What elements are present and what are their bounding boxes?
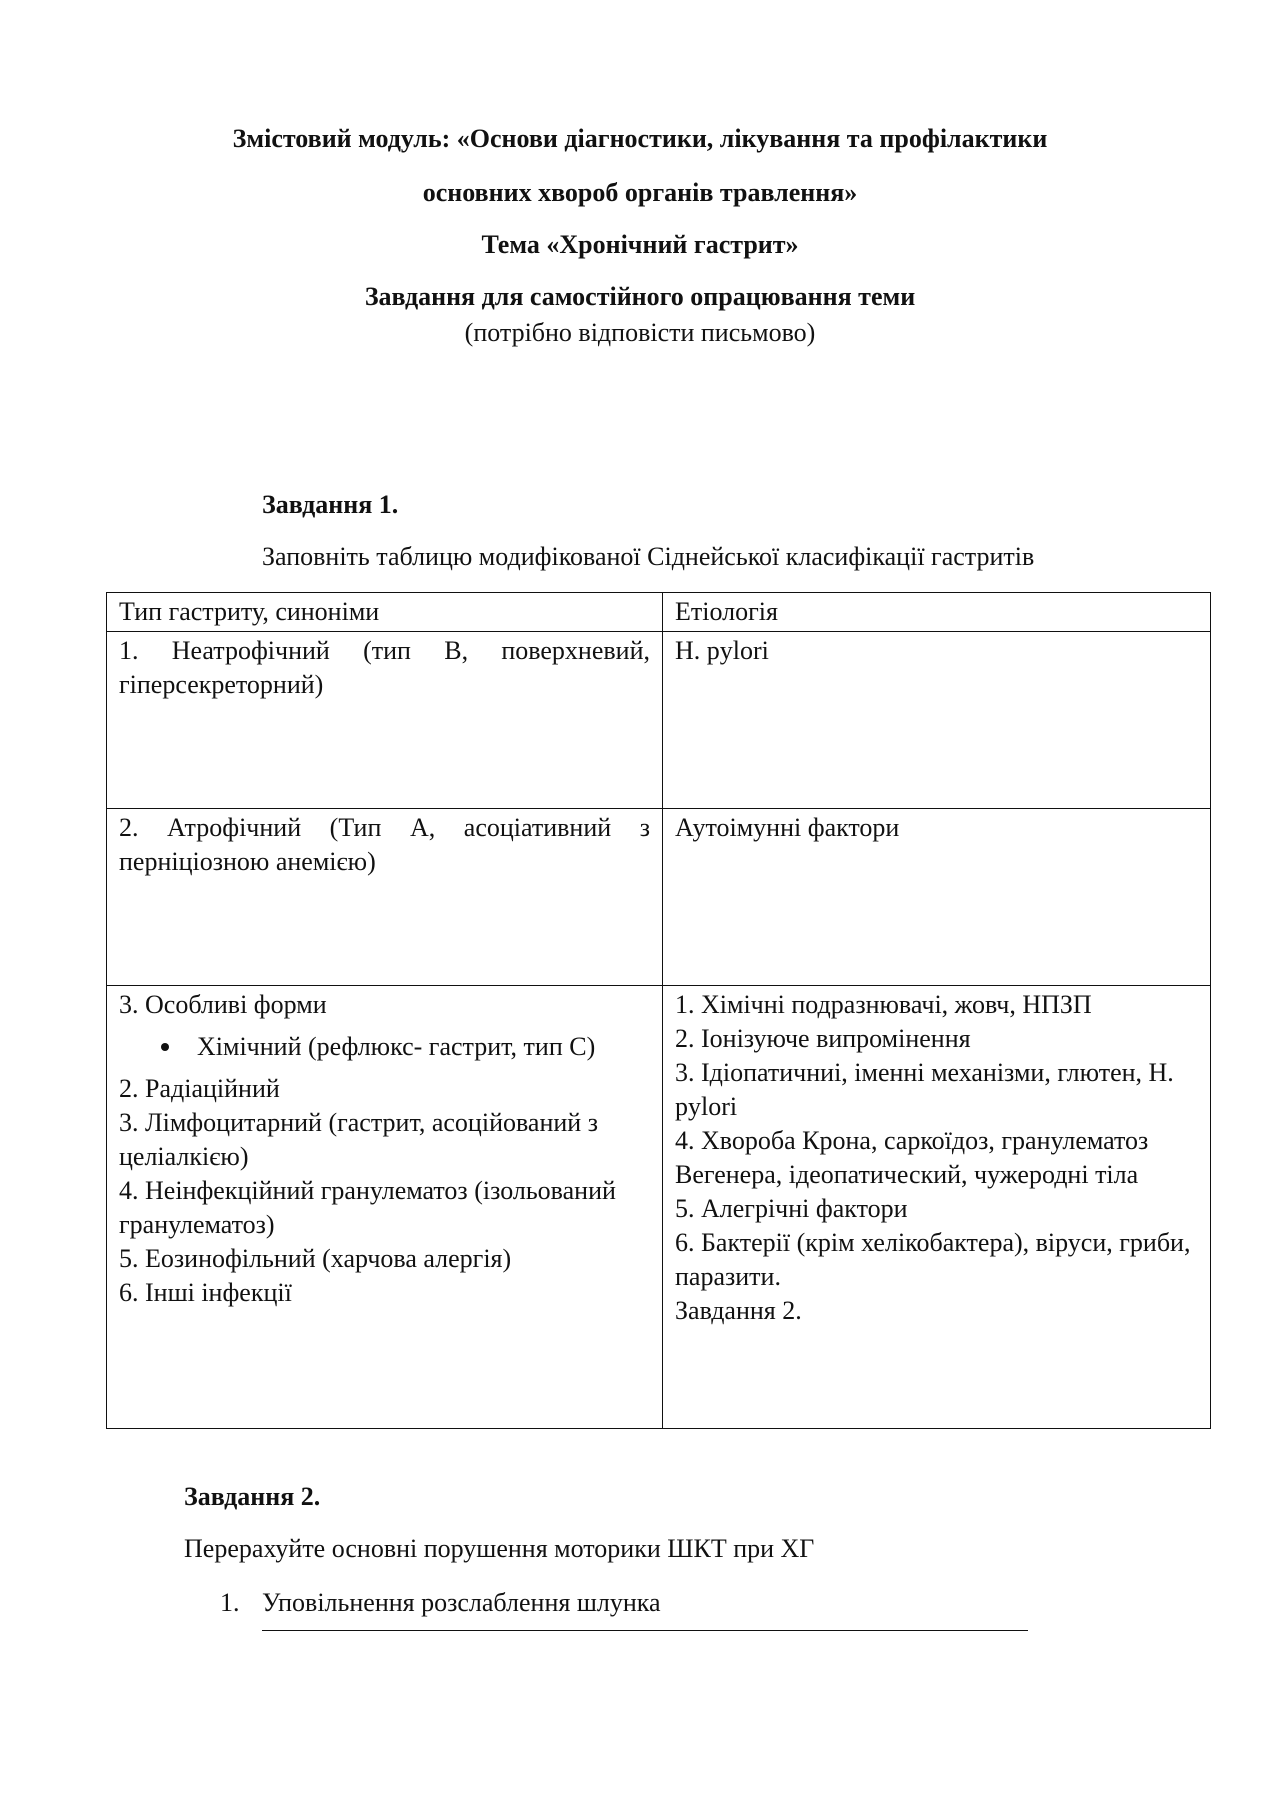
table-header-row (107, 593, 1211, 632)
list-item: 6. Інші інфекції (119, 1278, 292, 1307)
task-note: (потрібно відповісти письмово) (464, 318, 816, 347)
list-item: 5. Алегрічні фактори (675, 1194, 908, 1223)
cell-etiology-special-forms (663, 986, 1211, 1429)
list-item: 4. Хвороба Крона, саркоїдоз, гранулематоз Вегенера, ідеопатический, чужеродні тіла (675, 1126, 1149, 1189)
bullet-text: Хімічний (рефлюкс- гастрит, тип С) (197, 1032, 596, 1061)
cell-type-atrophic: 2. Атрофічний (Тип А, асоціативний з перніціозною анемією) (107, 809, 663, 986)
answer-number: 1. (220, 1588, 240, 1617)
list-item: 3. Лімфоцитарний (гастрит, асоційований з целіалкією) (119, 1108, 598, 1171)
list-item: 5. Еозинофільний (харчова алергія) (119, 1244, 512, 1273)
cell-etiology-atrophic: Аутоімунні фактори (663, 809, 1211, 986)
bullet-icon (161, 1043, 169, 1051)
topic-title: Тема «Хронічний гастрит» (481, 230, 799, 259)
table-row (107, 809, 1211, 986)
list-item: 6. Бактерії (крім хелікобактера), віруси, гриби, паразити. (675, 1228, 1191, 1291)
header-cell-etiology: Етіологія (663, 593, 1211, 632)
list-item: Завдання 2. (675, 1296, 802, 1325)
special-forms-intro: 3. Особливі форми (119, 990, 327, 1019)
list-item (119, 1030, 650, 1064)
cell-type-nonatrophic: 1. Неатрофічний (тип В, поверхневий, гіперсекреторний) (107, 632, 663, 809)
header-cell-type: Тип гастриту, синоніми (107, 593, 663, 632)
task-heading: Завдання для самостійного опрацювання теми (364, 282, 916, 311)
task2-instruction: Перерахуйте основні порушення моторики ШКТ при ХГ (184, 1534, 815, 1563)
module-title-line1: Змістовий модуль: «Основи діагностики, лікування та профілактики (232, 124, 1048, 153)
module-title-line2: основних хвороб органів травлення» (422, 178, 858, 207)
list-item: 4. Неінфекційний гранулематоз (ізольований гранулематоз) (119, 1176, 616, 1239)
table-row (107, 986, 1211, 1429)
cell-type-special-forms (107, 986, 663, 1429)
list-item: 1. Хімічні подразнювачі, жовч, НПЗП (675, 990, 1092, 1019)
list-item: 3. Ідіопатичниі, іменні механізми, глютен, H. pylori (675, 1058, 1174, 1121)
task1-instruction: Заповніть таблицю модифікованої Сіднейської класифікації гастритів (262, 542, 1035, 571)
list-item: 2. Іонізуюче випромінення (675, 1024, 971, 1053)
task2-title: Завдання 2. (184, 1482, 321, 1511)
task1-title: Завдання 1. (262, 490, 399, 519)
answer-text: Уповільнення розслаблення шлунка (262, 1588, 661, 1617)
cell-etiology-nonatrophic: H. pylori (663, 632, 1211, 809)
list-item: 2. Радіаційний (119, 1074, 280, 1103)
table-row (107, 632, 1211, 809)
classification-table (106, 592, 1211, 1429)
